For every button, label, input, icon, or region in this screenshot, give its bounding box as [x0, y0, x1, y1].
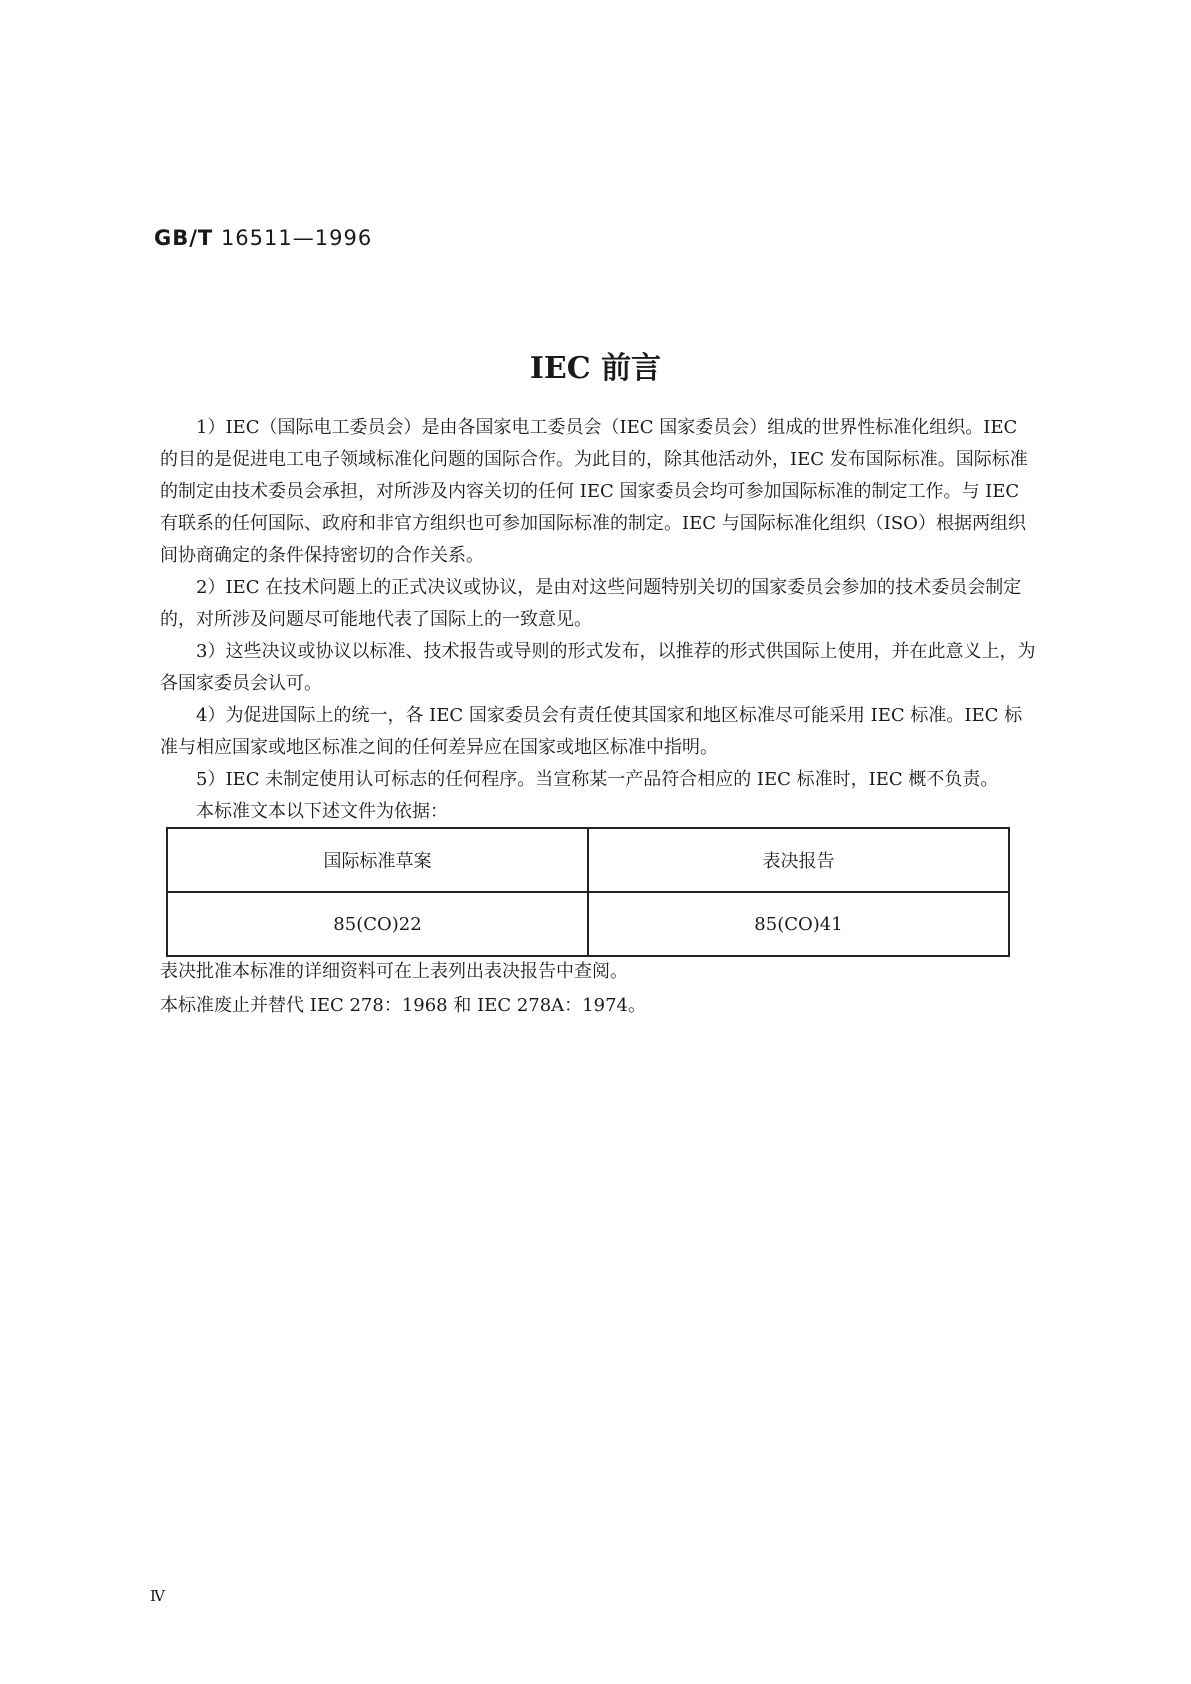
table-header-row — [167, 828, 1009, 892]
standard-prefix: GB/T — [154, 226, 214, 250]
paragraph-5: 5）IEC 未制定使用认可标志的任何程序。当宣称某一产品符合相应的 IEC 标准时，IEC 概不负责。 — [196, 769, 999, 790]
after-table-notes — [160, 955, 1040, 1023]
basis-documents-table — [166, 827, 1010, 957]
paragraph-3: 3）这些决议或协议以标准、技术报告或导则的形式发布，以推荐的形式供国际上使用，并在此意义上，为各国家委员会认可。 — [160, 641, 1036, 694]
foreword-body — [160, 412, 1040, 828]
table-cell-voting-report: 85(CO)41 — [588, 892, 1009, 956]
paragraph-2: 2）IEC 在技术问题上的正式决议或协议，是由对这些问题特别关切的国家委员会参加的技术委员会制定的，对所涉及问题尽可能地代表了国际上的一致意见。 — [160, 577, 1022, 630]
paragraph-4: 4）为促进国际上的统一，各 IEC 国家委员会有责任使其国家和地区标准尽可能采用 IEC 标准。IEC 标准与相应国家或地区标准之间的任何差异应在国家或地区标准中指明。 — [160, 705, 1023, 758]
table-header-draft: 国际标准草案 — [167, 828, 588, 892]
table-row — [167, 892, 1009, 956]
table-cell-draft: 85(CO)22 — [167, 892, 588, 956]
standard-number: 16511—1996 — [220, 226, 373, 250]
paragraph-1: 1）IEC（国际电工委员会）是由各国家电工委员会（IEC 国家委员会）组成的世界性标准化组织。IEC 的目的是促进电工电子领域标准化问题的国际合作。为此目的，除其他活动外，IEC 发布国际标准。国际标准的制定由技术委员会承担，对所涉及内容关切的任何 IEC 国家委员会均可参加国际标准的制定工作。与 IEC 有联系的任何国际、政府和非官方组织也可参加国际标准的制定。IEC 与国际标准化组织（ISO）根据两组织间协商确定的条件保持密切的合作关系。 — [160, 417, 1028, 566]
page-title: IEC 前言 — [529, 351, 662, 386]
table-header-voting-report: 表决报告 — [588, 828, 1009, 892]
page-number: Ⅳ — [150, 1587, 165, 1605]
replacement-note: 本标准废止并替代 IEC 278：1968 和 IEC 278A：1974。 — [160, 995, 646, 1016]
basis-intro: 本标准文本以下述文件为依据： — [196, 801, 448, 822]
voting-details-note: 表决批准本标准的详细资料可在上表列出表决报告中查阅。 — [160, 961, 628, 982]
page-header — [154, 226, 372, 250]
